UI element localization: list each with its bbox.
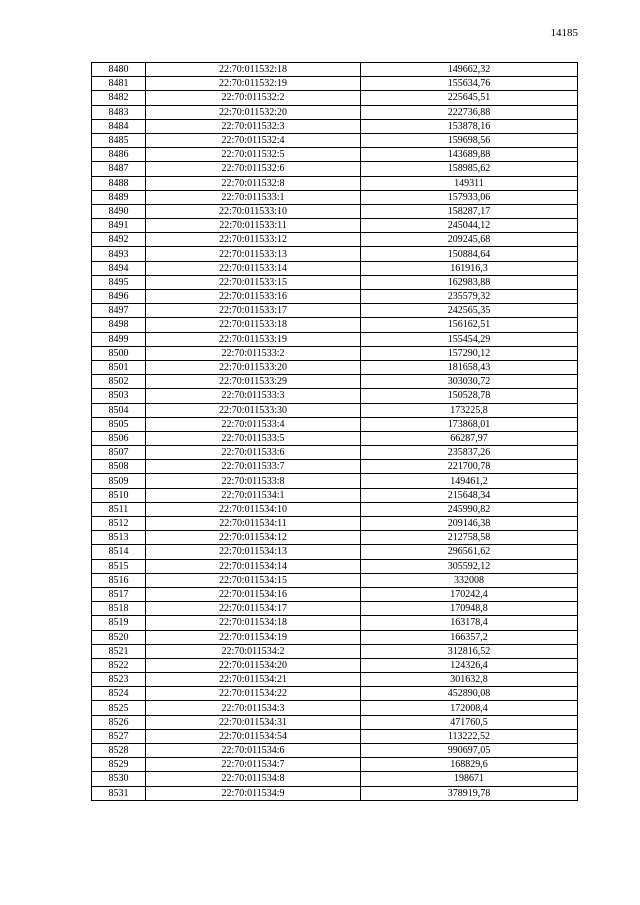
cadastral-number-cell: 22:70:011534:10: [146, 502, 361, 516]
cadastral-value-cell: 332008: [361, 573, 578, 587]
cadastral-value-cell: 305592,12: [361, 559, 578, 573]
cadastral-value-cell: 471760,5: [361, 715, 578, 729]
cadastral-value-cell: 157933,06: [361, 190, 578, 204]
cadastral-number-cell: 22:70:011533:14: [146, 261, 361, 275]
table-row: [92, 275, 578, 289]
cadastral-number-cell: 22:70:011534:22: [146, 687, 361, 701]
table-row: [92, 77, 578, 91]
table-row: [92, 488, 578, 502]
row-number-cell: 8524: [92, 687, 146, 701]
table-row: [92, 729, 578, 743]
cadastral-value-cell: 161916,3: [361, 261, 578, 275]
table-row: [92, 318, 578, 332]
row-number-cell: 8530: [92, 772, 146, 786]
row-number-cell: 8490: [92, 204, 146, 218]
cadastral-value-cell: 221700,78: [361, 460, 578, 474]
row-number-cell: 8516: [92, 573, 146, 587]
row-number-cell: 8520: [92, 630, 146, 644]
row-number-cell: 8491: [92, 219, 146, 233]
row-number-cell: 8488: [92, 176, 146, 190]
table-row: [92, 233, 578, 247]
cadastral-value-cell: 155454,29: [361, 332, 578, 346]
cadastral-number-cell: 22:70:011533:6: [146, 446, 361, 460]
cadastral-number-cell: 22:70:011533:20: [146, 360, 361, 374]
row-number-cell: 8497: [92, 304, 146, 318]
table-row: [92, 389, 578, 403]
cadastral-number-cell: 22:70:011532:18: [146, 63, 361, 77]
cadastral-value-cell: 242565,35: [361, 304, 578, 318]
cadastral-number-cell: 22:70:011533:19: [146, 332, 361, 346]
row-number-cell: 8486: [92, 148, 146, 162]
table-body: [92, 63, 578, 801]
table-row: [92, 531, 578, 545]
row-number-cell: 8482: [92, 91, 146, 105]
cadastral-number-cell: 22:70:011534:12: [146, 531, 361, 545]
table-row: [92, 786, 578, 800]
cadastral-number-cell: 22:70:011533:16: [146, 290, 361, 304]
table-row: [92, 261, 578, 275]
cadastral-number-cell: 22:70:011534:17: [146, 602, 361, 616]
cadastral-number-cell: 22:70:011534:18: [146, 616, 361, 630]
cadastral-value-cell: 452890,08: [361, 687, 578, 701]
table-row: [92, 375, 578, 389]
cadastral-value-cell: 159698,56: [361, 133, 578, 147]
cadastral-value-cell: 153878,16: [361, 119, 578, 133]
cadastral-number-cell: 22:70:011533:12: [146, 233, 361, 247]
table-row: [92, 204, 578, 218]
row-number-cell: 8505: [92, 417, 146, 431]
cadastral-value-cell: 173225,8: [361, 403, 578, 417]
cadastral-number-cell: 22:70:011534:54: [146, 729, 361, 743]
cadastral-number-cell: 22:70:011534:14: [146, 559, 361, 573]
cadastral-number-cell: 22:70:011533:15: [146, 275, 361, 289]
table-row: [92, 63, 578, 77]
cadastral-number-cell: 22:70:011533:5: [146, 431, 361, 445]
cadastral-number-cell: 22:70:011533:17: [146, 304, 361, 318]
cadastral-value-cell: 181658,43: [361, 360, 578, 374]
table-row: [92, 474, 578, 488]
table-row: [92, 247, 578, 261]
cadastral-value-cell: 235837,26: [361, 446, 578, 460]
cadastral-number-cell: 22:70:011534:15: [146, 573, 361, 587]
table-row: [92, 290, 578, 304]
cadastral-number-cell: 22:70:011534:8: [146, 772, 361, 786]
cadastral-value-cell: 149461,2: [361, 474, 578, 488]
cadastral-value-cell: 150884,64: [361, 247, 578, 261]
row-number-cell: 8489: [92, 190, 146, 204]
table-row: [92, 190, 578, 204]
row-number-cell: 8513: [92, 531, 146, 545]
cadastral-value-cell: 168829,6: [361, 758, 578, 772]
row-number-cell: 8508: [92, 460, 146, 474]
row-number-cell: 8514: [92, 545, 146, 559]
cadastral-value-cell: 225645,51: [361, 91, 578, 105]
cadastral-value-cell: 158985,62: [361, 162, 578, 176]
table-row: [92, 360, 578, 374]
row-number-cell: 8495: [92, 275, 146, 289]
table-row: [92, 417, 578, 431]
cadastral-number-cell: 22:70:011533:11: [146, 219, 361, 233]
table-row: [92, 219, 578, 233]
cadastral-number-cell: 22:70:011533:29: [146, 375, 361, 389]
cadastral-value-cell: 222736,88: [361, 105, 578, 119]
cadastral-number-cell: 22:70:011534:9: [146, 786, 361, 800]
table-row: [92, 346, 578, 360]
row-number-cell: 8503: [92, 389, 146, 403]
row-number-cell: 8507: [92, 446, 146, 460]
row-number-cell: 8494: [92, 261, 146, 275]
cadastral-number-cell: 22:70:011533:8: [146, 474, 361, 488]
cadastral-value-cell: 162983,88: [361, 275, 578, 289]
cadastral-value-cell: 312816,52: [361, 644, 578, 658]
cadastral-value-cell: 173868,01: [361, 417, 578, 431]
row-number-cell: 8493: [92, 247, 146, 261]
table-row: [92, 403, 578, 417]
cadastral-value-cell: 170242,4: [361, 587, 578, 601]
row-number-cell: 8521: [92, 644, 146, 658]
cadastral-value-cell: 124326,4: [361, 658, 578, 672]
cadastral-number-cell: 22:70:011533:7: [146, 460, 361, 474]
cadastral-number-cell: 22:70:011533:2: [146, 346, 361, 360]
table-row: [92, 460, 578, 474]
cadastral-number-cell: 22:70:011534:20: [146, 658, 361, 672]
cadastral-number-cell: 22:70:011532:3: [146, 119, 361, 133]
table-row: [92, 162, 578, 176]
cadastral-number-cell: 22:70:011533:13: [146, 247, 361, 261]
cadastral-value-cell: 170948,8: [361, 602, 578, 616]
row-number-cell: 8525: [92, 701, 146, 715]
cadastral-value-cell: 209245,68: [361, 233, 578, 247]
cadastral-number-cell: 22:70:011534:3: [146, 701, 361, 715]
table-row: [92, 148, 578, 162]
row-number-cell: 8527: [92, 729, 146, 743]
cadastral-value-cell: 150528,78: [361, 389, 578, 403]
cadastral-value-cell: 245990,82: [361, 502, 578, 516]
table-row: [92, 587, 578, 601]
cadastral-number-cell: 22:70:011534:2: [146, 644, 361, 658]
table-row: [92, 658, 578, 672]
table-row: [92, 644, 578, 658]
cadastral-number-cell: 22:70:011534:1: [146, 488, 361, 502]
table-row: [92, 304, 578, 318]
cadastral-number-cell: 22:70:011533:18: [146, 318, 361, 332]
cadastral-number-cell: 22:70:011534:19: [146, 630, 361, 644]
row-number-cell: 8480: [92, 63, 146, 77]
row-number-cell: 8481: [92, 77, 146, 91]
cadastral-number-cell: 22:70:011532:4: [146, 133, 361, 147]
row-number-cell: 8519: [92, 616, 146, 630]
table-row: [92, 431, 578, 445]
cadastral-number-cell: 22:70:011534:21: [146, 673, 361, 687]
row-number-cell: 8509: [92, 474, 146, 488]
table-row: [92, 616, 578, 630]
row-number-cell: 8515: [92, 559, 146, 573]
cadastral-value-cell: 157290,12: [361, 346, 578, 360]
cadastral-value-cell: 113222,52: [361, 729, 578, 743]
table-row: [92, 772, 578, 786]
cadastral-number-cell: 22:70:011534:16: [146, 587, 361, 601]
table-row: [92, 446, 578, 460]
cadastral-value-cell: 235579,32: [361, 290, 578, 304]
row-number-cell: 8498: [92, 318, 146, 332]
row-number-cell: 8500: [92, 346, 146, 360]
row-number-cell: 8492: [92, 233, 146, 247]
cadastral-number-cell: 22:70:011534:6: [146, 744, 361, 758]
row-number-cell: 8502: [92, 375, 146, 389]
row-number-cell: 8511: [92, 502, 146, 516]
cadastral-value-cell: 149662,32: [361, 63, 578, 77]
cadastral-value-cell: 143689,88: [361, 148, 578, 162]
row-number-cell: 8485: [92, 133, 146, 147]
cadastral-number-cell: 22:70:011533:30: [146, 403, 361, 417]
table-row: [92, 545, 578, 559]
cadastral-value-cell: 245044,12: [361, 219, 578, 233]
table-row: [92, 119, 578, 133]
table-row: [92, 517, 578, 531]
cadastral-number-cell: 22:70:011534:7: [146, 758, 361, 772]
table-row: [92, 701, 578, 715]
row-number-cell: 8506: [92, 431, 146, 445]
cadastral-value-cell: 66287,97: [361, 431, 578, 445]
row-number-cell: 8501: [92, 360, 146, 374]
cadastral-value-cell: 158287,17: [361, 204, 578, 218]
table-row: [92, 332, 578, 346]
page-number: 14185: [550, 27, 578, 39]
table-row: [92, 673, 578, 687]
cadastral-number-cell: 22:70:011533:4: [146, 417, 361, 431]
row-number-cell: 8504: [92, 403, 146, 417]
table-row: [92, 758, 578, 772]
cadastral-value-cell: 155634,76: [361, 77, 578, 91]
row-number-cell: 8484: [92, 119, 146, 133]
row-number-cell: 8487: [92, 162, 146, 176]
cadastral-number-cell: 22:70:011532:19: [146, 77, 361, 91]
row-number-cell: 8523: [92, 673, 146, 687]
table-row: [92, 502, 578, 516]
cadastral-value-cell: 149311: [361, 176, 578, 190]
cadastral-value-cell: 301632,8: [361, 673, 578, 687]
row-number-cell: 8529: [92, 758, 146, 772]
table-row: [92, 715, 578, 729]
row-number-cell: 8518: [92, 602, 146, 616]
cadastral-value-cell: 163178,4: [361, 616, 578, 630]
cadastral-number-cell: 22:70:011532:6: [146, 162, 361, 176]
table-row: [92, 133, 578, 147]
table-row: [92, 105, 578, 119]
cadastral-number-cell: 22:70:011534:13: [146, 545, 361, 559]
cadastral-value-cell: 378919,78: [361, 786, 578, 800]
cadastral-number-cell: 22:70:011532:20: [146, 105, 361, 119]
row-number-cell: 8510: [92, 488, 146, 502]
row-number-cell: 8531: [92, 786, 146, 800]
row-number-cell: 8512: [92, 517, 146, 531]
table-row: [92, 602, 578, 616]
row-number-cell: 8483: [92, 105, 146, 119]
table-row: [92, 573, 578, 587]
cadastral-value-cell: 212758,58: [361, 531, 578, 545]
row-number-cell: 8496: [92, 290, 146, 304]
table-row: [92, 687, 578, 701]
table-row: [92, 744, 578, 758]
table-row: [92, 630, 578, 644]
cadastral-value-cell: 215648,34: [361, 488, 578, 502]
cadastral-number-cell: 22:70:011533:10: [146, 204, 361, 218]
cadastral-number-cell: 22:70:011532:5: [146, 148, 361, 162]
cadastral-number-cell: 22:70:011534:31: [146, 715, 361, 729]
cadastral-value-cell: 296561,62: [361, 545, 578, 559]
cadastral-number-cell: 22:70:011533:3: [146, 389, 361, 403]
row-number-cell: 8499: [92, 332, 146, 346]
table-row: [92, 559, 578, 573]
row-number-cell: 8522: [92, 658, 146, 672]
table-row: [92, 91, 578, 105]
cadastral-value-cell: 166357,2: [361, 630, 578, 644]
row-number-cell: 8526: [92, 715, 146, 729]
cadastral-value-cell: 198671: [361, 772, 578, 786]
row-number-cell: 8528: [92, 744, 146, 758]
cadastral-number-cell: 22:70:011533:1: [146, 190, 361, 204]
cadastral-number-cell: 22:70:011532:2: [146, 91, 361, 105]
row-number-cell: 8517: [92, 587, 146, 601]
cadastral-value-table: [91, 62, 578, 801]
cadastral-value-cell: 209146,38: [361, 517, 578, 531]
cadastral-number-cell: 22:70:011534:11: [146, 517, 361, 531]
cadastral-value-cell: 303030,72: [361, 375, 578, 389]
cadastral-value-cell: 156162,51: [361, 318, 578, 332]
cadastral-number-cell: 22:70:011532:8: [146, 176, 361, 190]
table-row: [92, 176, 578, 190]
cadastral-value-cell: 990697,05: [361, 744, 578, 758]
cadastral-value-cell: 172008,4: [361, 701, 578, 715]
